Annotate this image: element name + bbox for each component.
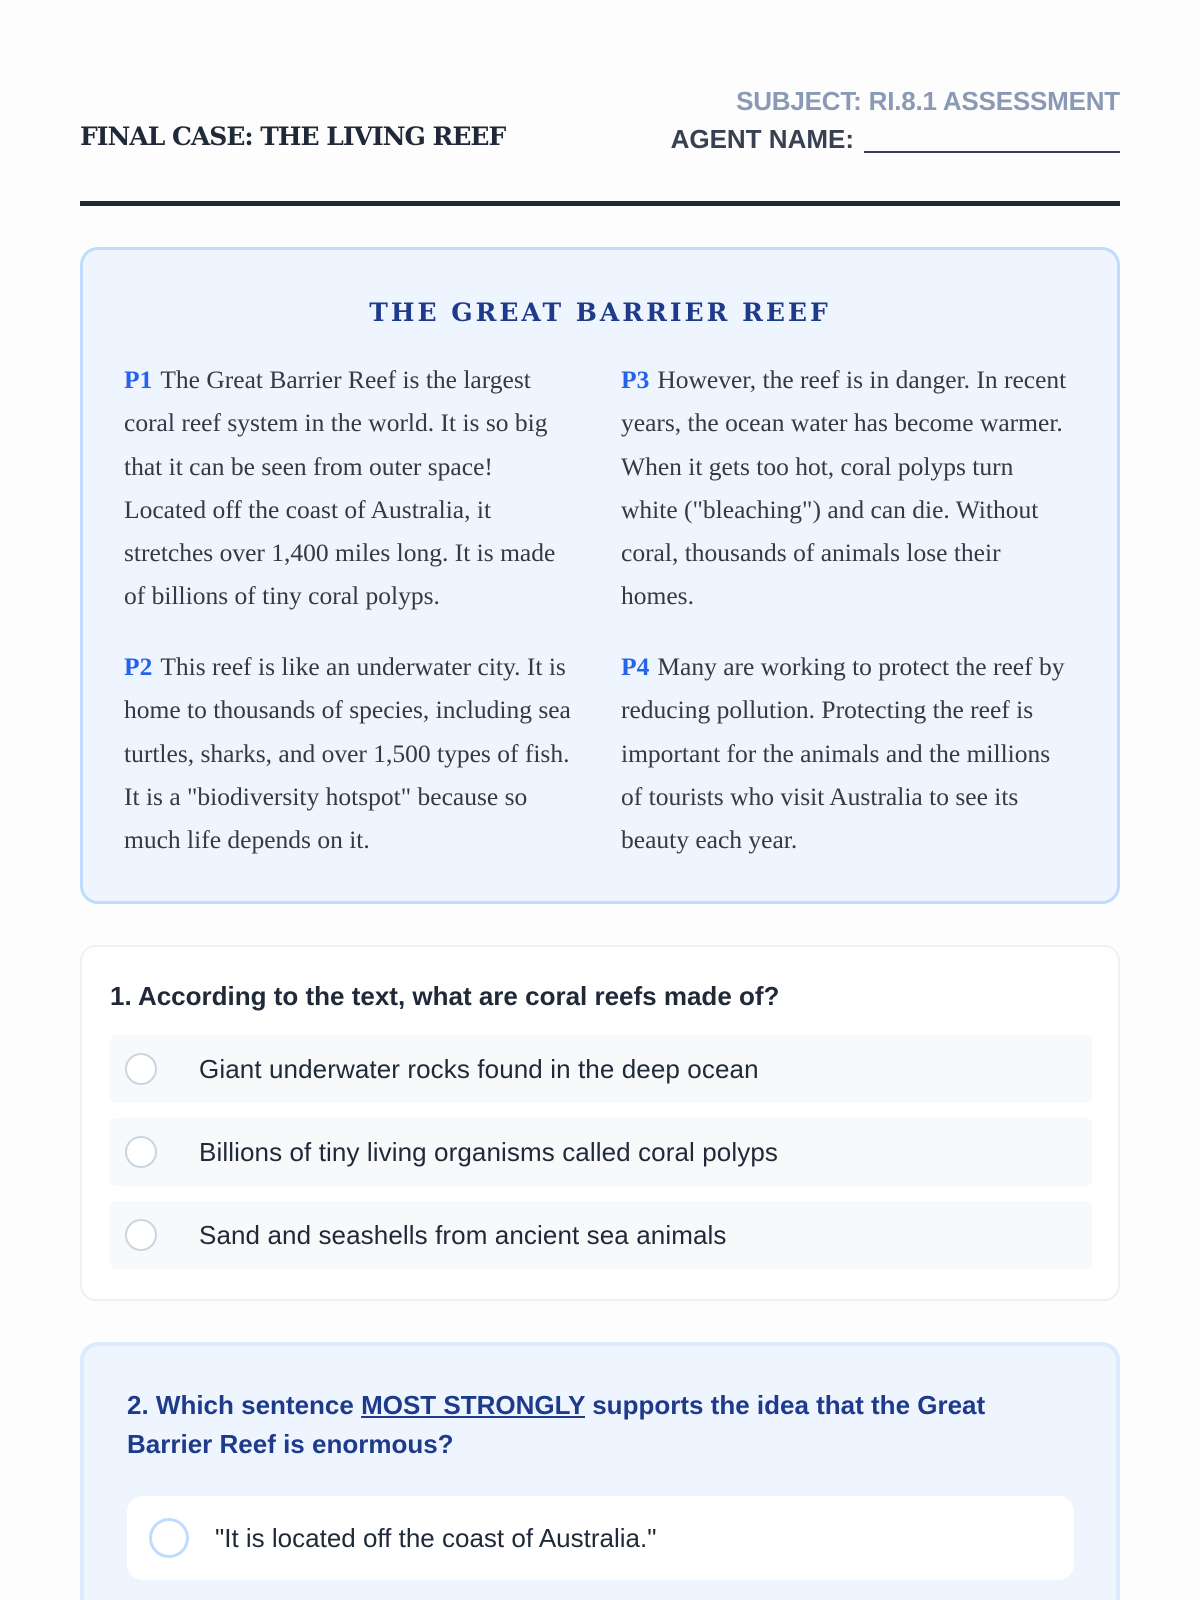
paragraph-text: This reef is like an underwater city. It is home to thousands of species, including sea turtles, sharks, and over 1,500 types of fish. It is a "biodiversity hotspot" because so much life depends on it. xyxy=(124,652,571,855)
paragraph-p1 xyxy=(124,358,579,618)
paragraph-text: Many are working to protect the reef by reducing pollution. Protecting the reef is important for the animals and the millions of tourists who visit Australia to see its beauty each year. xyxy=(621,652,1065,855)
question-2-text xyxy=(127,1386,1057,1464)
agent-name-label: AGENT NAME: xyxy=(670,124,854,154)
worksheet-header xyxy=(80,80,1120,206)
paragraph-label: P4 xyxy=(621,652,650,681)
paragraph-text: However, the reef is in danger. In recent years, the ocean water has become warmer. When it gets too hot, coral polyps turn white ("bleaching") and can die. Without coral, thousands of animals lose their homes. xyxy=(621,365,1067,611)
agent-name-row xyxy=(671,124,1120,155)
paragraph-label: P3 xyxy=(621,365,650,394)
subject-label: SUBJECT: RI.8.1 ASSESSMENT xyxy=(736,86,1120,116)
paragraph-label: P1 xyxy=(124,365,153,394)
paragraph-p2 xyxy=(124,645,579,861)
question-2-emphasis: MOST STRONGLY xyxy=(361,1390,585,1420)
question-1-option-b[interactable] xyxy=(110,1118,1092,1186)
question-2-option-a[interactable] xyxy=(127,1496,1074,1580)
question-2-text-start: 2. Which sentence xyxy=(127,1390,362,1420)
reading-passage xyxy=(80,247,1120,904)
option-label: Billions of tiny living organisms called coral polyps xyxy=(199,1136,779,1167)
paragraph-text: The Great Barrier Reef is the largest coral reef system in the world. It is so big that it can be seen from outer space! Located off the coast of Australia, it stretches over 1,400 miles long. It is made of billions of tiny coral polyps. xyxy=(124,365,556,611)
question-2-card xyxy=(80,1342,1120,1600)
radio-button[interactable] xyxy=(125,1136,157,1168)
question-1-text: 1. According to the text, what are coral reefs made of? xyxy=(110,981,780,1011)
question-2-text-end: supports the idea that the Great Barrier Reef is enormous? xyxy=(127,1390,986,1459)
question-1-option-a[interactable] xyxy=(110,1035,1092,1103)
option-label: "It is located off the coast of Australia." xyxy=(215,1522,657,1553)
radio-button[interactable] xyxy=(149,1518,189,1558)
question-1-option-c[interactable] xyxy=(110,1201,1092,1269)
agent-name-field[interactable] xyxy=(864,127,1120,153)
case-title: FINAL CASE: THE LIVING REEF xyxy=(80,122,506,151)
radio-button[interactable] xyxy=(125,1053,157,1085)
paragraph-p4 xyxy=(621,645,1076,861)
radio-button[interactable] xyxy=(125,1219,157,1251)
paragraph-p3 xyxy=(621,358,1076,618)
paragraph-label: P2 xyxy=(124,652,153,681)
option-label: Giant underwater rocks found in the deep ocean xyxy=(199,1053,759,1084)
option-label: Sand and seashells from ancient sea animals xyxy=(199,1219,727,1250)
passage-title: THE GREAT BARRIER REEF xyxy=(369,298,831,327)
question-1-card xyxy=(80,945,1120,1301)
